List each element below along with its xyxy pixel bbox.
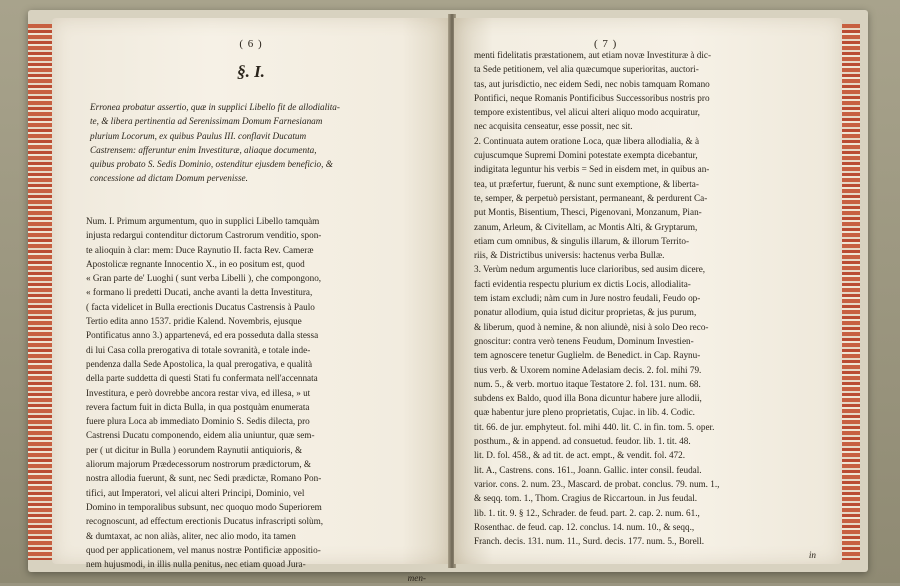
text-line: « Gran parte de' Luoghi ( sunt verba Libelli ), che compongono, bbox=[86, 273, 322, 284]
text-line: & dumtaxat, ac non aliàs, aliter, nec alio modo, ita tamen bbox=[86, 530, 296, 541]
text-line: quibus probato S. Sedis Dominio, ostenditur ejusdem beneficio, & bbox=[90, 159, 333, 170]
text-line: ( facta videlicet in Bulla erectionis Ducatus Castrensis à Paulo bbox=[86, 301, 315, 312]
catchword: men- bbox=[407, 573, 426, 584]
text-line: indigitata leguntur his verbis = Sed in eisdem met, in quibus an- bbox=[474, 164, 710, 175]
text-line: tem istam excludi; nàm cum in Jure nostro feudali, Feudo op- bbox=[474, 293, 701, 304]
text-line: concessione ad dictam Domum pervenisse. bbox=[90, 173, 248, 184]
text-line: lib. 1. tit. 9. § 12., Schrader. de feud. part. 2. cap. 2. num. 61., bbox=[474, 507, 700, 518]
text-line: & liberum, quod à nemine, & non aliundè, nisi à solo Deo reco- bbox=[474, 321, 709, 332]
text-line: Investitura, e però dovrebbe ancora restar viva, ed illesa, » ut bbox=[86, 387, 311, 398]
text-line: Castrensi Ducatu componendo, eidem alia uniuntur, quæ sem- bbox=[86, 430, 315, 441]
text-line: facti evidentia respectu plurium ex dictis Locis, allodialita- bbox=[474, 278, 691, 289]
text-line: Num. I. Primum argumentum, quo in supplici Libello tamquàm bbox=[86, 216, 320, 226]
text-line: varior. cons. 2. num. 23., Mascard. de probat. conclus. 79. num. 1., bbox=[474, 478, 720, 489]
text-line: lit. A., Castrens. cons. 161., Joann. Gallic. inter consil. feudal. bbox=[474, 464, 702, 475]
text-line: put Montis, Bisentium, Thesci, Pigenovani, Monzanum, Pian- bbox=[474, 207, 702, 218]
text-line: 2. Continuata autem oratione Loca, quæ libera allodialia, & à bbox=[474, 135, 700, 146]
text-line: zanum, Arleum, & Civitellam, ac Montis Alti, & Gryptarum, bbox=[474, 221, 698, 232]
text-line: & seqq. tom. 1., Thom. Cragius de Riccartoun. in Jus feudal. bbox=[474, 493, 698, 504]
left-body-text bbox=[86, 214, 432, 586]
text-line: Franch. decis. 131. num. 11., Surd. decis. 177. num. 5., Borell. bbox=[474, 536, 705, 547]
page-edge-left bbox=[28, 24, 54, 560]
text-line: etiam cum omnibus, & singulis illarum, & illorum Territo- bbox=[474, 235, 690, 246]
text-line: quæ habentur jure pleno proprietatis, Cujac. in lib. 4. Codic. bbox=[474, 407, 695, 418]
text-line: per ( ut dicitur in Bulla ) eorundem Raynutii antiquioris, & bbox=[86, 444, 303, 455]
text-line: Apostolicæ regnante Innocentio X., in eo positum est, quod bbox=[86, 258, 305, 269]
section-summary bbox=[90, 100, 424, 186]
text-line: tit. 66. de jur. emphyteut. fol. mihi 440. lit. C. in fin. tom. 5. oper. bbox=[474, 421, 715, 432]
text-line: Rosenthac. de feud. cap. 12. conclus. 14. num. 10., & seqq., bbox=[474, 521, 695, 532]
text-line: num. 5., & verb. mortuo itaque Testatore 2. fol. 131. num. 68. bbox=[474, 378, 701, 389]
text-line: posthum., & in append. ad consuetud. feudor. lib. 1. tit. 48. bbox=[474, 436, 691, 447]
text-line: Erronea probatur assertio, quæ in supplici Libello fit de allodialita- bbox=[90, 102, 340, 112]
text-line: della parte suddetta di questi Stati fu confermata nell'accennata bbox=[86, 373, 318, 384]
text-line: fuere plura Loca ab immediato Dominio S. Sedis dilecta, pro bbox=[86, 416, 310, 427]
text-line: 3. Verùm nedum argumentis luce clarioribus, sed ausim dicere, bbox=[474, 264, 706, 275]
text-line: di lui Casa colla prerogativa di totale sovranità, e totale inde- bbox=[86, 344, 311, 355]
text-line: riis, & Districtibus universis: hactenus verba Bullæ. bbox=[474, 250, 665, 261]
text-line: quod per applicationem, vel manus nostræ Pontificiæ appositio- bbox=[86, 544, 321, 555]
text-line: te, semper, & perpetuò persistant, permaneant, & perdurent Ca- bbox=[474, 192, 708, 203]
text-line: te alioquin à clar: mem: Duce Raynutio II. facta Rev. Cameræ bbox=[86, 244, 314, 255]
text-line: gnoscitur: contra verò tenens Feudum, Dominum Investien- bbox=[474, 335, 694, 346]
page-number: ( 6 ) bbox=[239, 38, 263, 50]
open-book bbox=[28, 10, 868, 584]
text-line: injusta redargui contenditur dictorum Castrorum venditio, spon- bbox=[86, 230, 322, 241]
text-line: pendenza dalla Sede Apostolica, la qual prerogativa, e qualità bbox=[86, 358, 313, 369]
right-body-text bbox=[474, 48, 822, 563]
text-line: Pontifici, neque Romanis Pontificibus Successoribus nostris pro bbox=[474, 92, 710, 103]
text-line: nostra allodia fuerunt, & sunt, nec Sedi prædictæ, Romano Pon- bbox=[86, 473, 322, 484]
text-line: tempore existentibus, vel alicui alteri aliquo modo acquiratur, bbox=[474, 107, 700, 118]
text-line: revera factum fuit in dicta Bulla, in qua postquàm enumerata bbox=[86, 401, 310, 412]
text-line: recognoscunt, ad effectum erectionis Ducatus infrascripti solùm, bbox=[86, 516, 324, 527]
text-line: tem agnoscere tenetur Guglielm. de Benedict. in Cap. Raynu- bbox=[474, 350, 701, 361]
text-line: tas, aut jurisdictio, nec eidem Sedi, nec nobis tamquam Romano bbox=[474, 78, 710, 89]
text-line: lit. D. fol. 458., & ad tit. de act. empt., & vendit. fol. 472. bbox=[474, 450, 686, 461]
text-line: nem hujusmodi, in illis nulla penitus, nec etiam quoad Jura- bbox=[86, 559, 306, 570]
text-line: te, & libera pertinentia ad Serenissimam Domum Farnesianam bbox=[90, 116, 323, 127]
text-line: Domino in temporalibus subsunt, nec quoquo modo Superiorem bbox=[86, 501, 322, 512]
text-line: « formano li predetti Ducati, anche avanti la detta Investitura, bbox=[86, 287, 313, 298]
text-line: tius verb. & Uxorem nomine Adelasiam decis. 2. fol. mihi 79. bbox=[474, 364, 702, 375]
text-line: nec acquisita censeatur, esse possit, nec sit. bbox=[474, 121, 633, 132]
text-line: ponatur allodium, quia istud dicitur proprietas, & jus purum, bbox=[474, 307, 697, 318]
catchword: in bbox=[808, 550, 816, 561]
text-line: Castrensem: afferuntur enim Investituræ, aliaque documenta, bbox=[90, 144, 317, 155]
text-line: tifici, aut Imperatori, vel alicui alteri Principi, Dominio, vel bbox=[86, 487, 305, 498]
text-line: aliorum majorum Prædecessorum nostrorum prædictorum, & bbox=[86, 459, 312, 470]
text-line: menti fidelitatis præstationem, aut etiam novæ Investituræ à dic- bbox=[474, 50, 712, 60]
text-line: ta Sede petitionem, vel alia quæcumque superioritas, auctori- bbox=[474, 64, 699, 75]
page-edge-right bbox=[842, 24, 860, 560]
text-line: Tertio edita anno 1537. pridie Kalend. Novembris, ejusque bbox=[86, 316, 302, 327]
text-line: cujuscumque Supremi Domini potestate exempta dicebantur, bbox=[474, 150, 698, 161]
text-line: subdens ex Baldo, quod illa Bona dicuntur habere jure allodii, bbox=[474, 393, 702, 404]
text-line: tea, ut præfertur, fuerunt, & nunc sunt exemptione, & liberta- bbox=[474, 178, 699, 189]
section-title: §. I. bbox=[237, 62, 265, 81]
right-page bbox=[454, 18, 842, 564]
text-line: Pontificatus anno 3.) appartenevá, ed era posseduta dalla stessa bbox=[86, 330, 319, 341]
left-page bbox=[52, 18, 450, 584]
text-line: plurium Locorum, ex quibus Paulus III. conflavit Ducatum bbox=[90, 130, 307, 141]
page-number: ( 7 ) bbox=[594, 38, 618, 50]
